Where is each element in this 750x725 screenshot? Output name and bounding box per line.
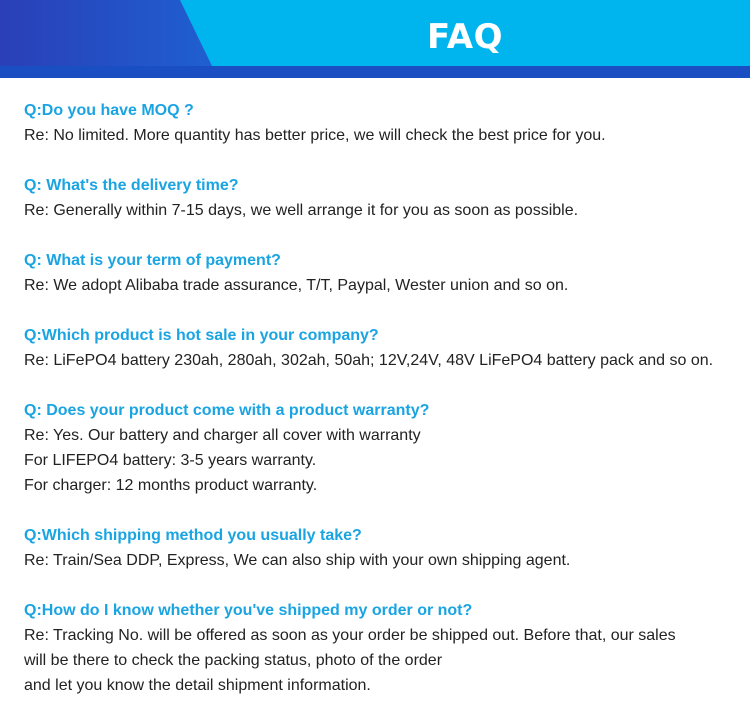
faq-answer: For charger: 12 months product warranty. <box>24 477 318 494</box>
faq-item <box>24 323 739 373</box>
faq-item <box>24 598 739 698</box>
faq-answer: will be there to check the packing status, photo of the order <box>24 652 443 669</box>
faq-answer: Re: Train/Sea DDP, Express, We can also ship with your own shipping agent. <box>24 552 571 569</box>
faq-item <box>24 398 739 498</box>
faq-answer: For LIFEPO4 battery: 3-5 years warranty. <box>24 452 317 469</box>
faq-question: Q:Which product is hot sale in your company? <box>24 327 379 344</box>
faq-question: Q: What's the delivery time? <box>24 177 239 194</box>
page-title: FAQ <box>426 17 504 57</box>
faq-answer: and let you know the detail shipment information. <box>24 677 371 694</box>
faq-banner <box>0 0 750 78</box>
faq-answer: Re: Tracking No. will be offered as soon as your order be shipped out. Before that, our sales <box>24 627 676 644</box>
banner-bottom-strip <box>0 66 750 78</box>
faq-answer: Re: LiFePO4 battery 230ah, 280ah, 302ah, 50ah; 12V,24V, 48V LiFePO4 battery pack and so on. <box>24 352 714 369</box>
faq-question: Q:Do you have MOQ ? <box>24 102 194 119</box>
faq-question: Q:How do I know whether you've shipped my order or not? <box>24 602 473 619</box>
faq-answer: Re: Yes. Our battery and charger all cover with warranty <box>24 427 421 444</box>
faq-question: Q: Does your product come with a product warranty? <box>24 402 430 419</box>
faq-list <box>24 98 739 723</box>
faq-answer: Re: No limited. More quantity has better price, we will check the best price for you. <box>24 127 606 144</box>
faq-item <box>24 173 739 223</box>
faq-question: Q:Which shipping method you usually take? <box>24 527 362 544</box>
faq-item <box>24 98 739 148</box>
faq-answer: Re: We adopt Alibaba trade assurance, T/T, Paypal, Wester union and so on. <box>24 277 569 294</box>
faq-item <box>24 523 739 573</box>
banner-blue-wedge <box>0 0 212 66</box>
faq-item <box>24 248 739 298</box>
faq-question: Q: What is your term of payment? <box>24 252 281 269</box>
faq-answer: Re: Generally within 7-15 days, we well arrange it for you as soon as possible. <box>24 202 579 219</box>
